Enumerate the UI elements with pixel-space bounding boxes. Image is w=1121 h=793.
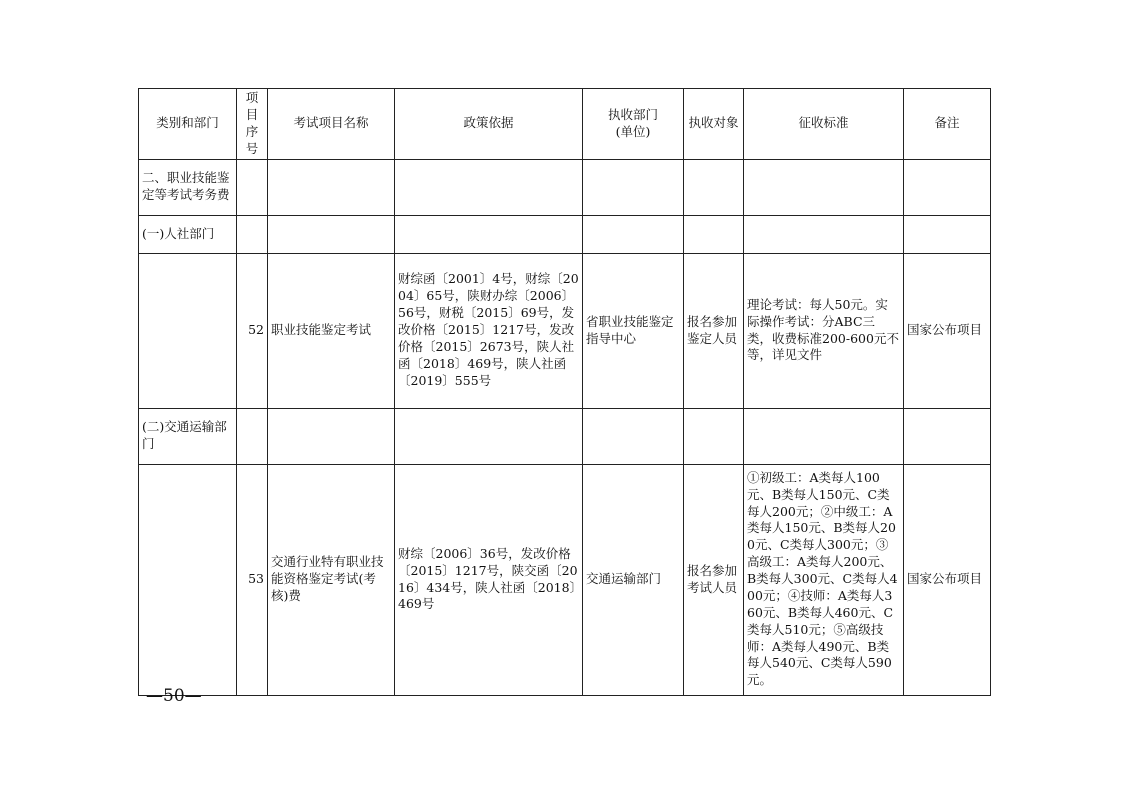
page-number: —50— xyxy=(146,686,202,706)
header-note: 备注 xyxy=(904,89,991,160)
header-seq: 项目序号 xyxy=(237,89,268,160)
row-policy: 财综〔2006〕36号，发改价格〔2015〕1217号，陕交函〔2016〕434号，陕人社函〔2018〕469号 xyxy=(395,464,583,695)
row-standard: 理论考试：每人50元。实际操作考试：分ABC三 类，收费标准200-600元不 等，详见文件 xyxy=(744,253,904,408)
row-standard: ①初级工：A类每人100元、B类每人150元、C类每人200元；②中级工：A类每人150元、B类每人200元、C类每人300元；③高级工：A类每人200元、B类每人300元、C类每人400元；④技师：A类每人360元、B类每人460元、C类每人510元；⑤高级技师：A类每人490元、B类每人540元、C类每人590元。 xyxy=(744,464,904,695)
header-dept: 执收部门 (单位) xyxy=(583,89,684,160)
row-exam-name: 交通行业特有职业技能资格鉴定考试(考核)费 xyxy=(268,464,395,695)
header-category: 类别和部门 xyxy=(139,89,237,160)
table-row xyxy=(139,464,991,695)
section-row xyxy=(139,159,991,215)
subsection-row xyxy=(139,408,991,464)
subsection-title: (二)交通运输部门 xyxy=(139,408,237,464)
header-exam: 考试项目名称 xyxy=(268,89,395,160)
row-seq: 52 xyxy=(237,253,268,408)
row-target: 报名参加鉴定人员 xyxy=(684,253,744,408)
subsection-title: (一)人社部门 xyxy=(139,215,237,253)
header-policy: 政策依据 xyxy=(395,89,583,160)
row-seq: 53 xyxy=(237,464,268,695)
row-dept: 交通运输部门 xyxy=(583,464,684,695)
row-note: 国家公布项目 xyxy=(904,464,991,695)
row-dept: 省职业技能鉴定指导中心 xyxy=(583,253,684,408)
header-target: 执收对象 xyxy=(684,89,744,160)
table-row xyxy=(139,253,991,408)
header-standard: 征收标准 xyxy=(744,89,904,160)
section-title: 二、职业技能鉴定等考试考务费 xyxy=(139,159,237,215)
row-exam-name: 职业技能鉴定考试 xyxy=(268,253,395,408)
row-note: 国家公布项目 xyxy=(904,253,991,408)
row-target: 报名参加考试人员 xyxy=(684,464,744,695)
fee-table xyxy=(138,88,991,696)
subsection-row xyxy=(139,215,991,253)
header-row xyxy=(139,89,991,160)
row-policy: 财综函〔2001〕4号，财综〔2004〕65号，陕财办综〔2006〕56号，财税〔2015〕69号，发改价格〔2015〕1217号，发改价格〔2015〕2673号，陕人社函〔2018〕469号，陕人社函〔2019〕555号 xyxy=(395,253,583,408)
